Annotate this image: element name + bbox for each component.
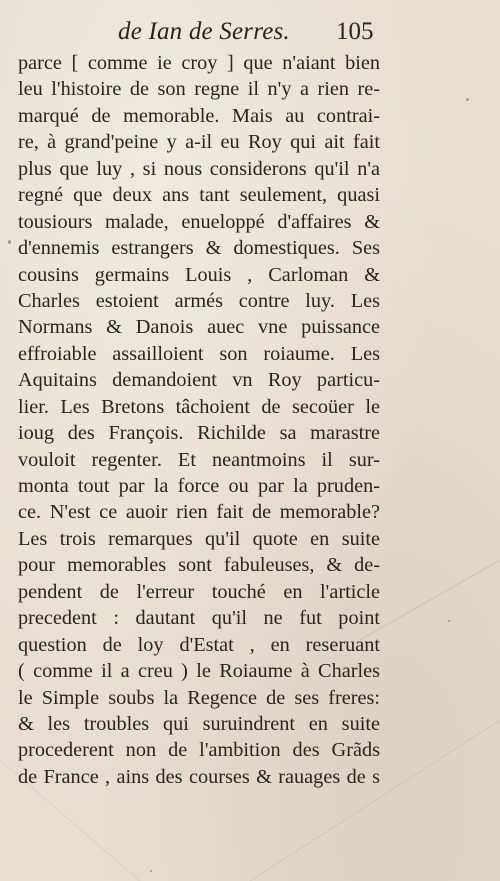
text-line: Normans & Danois auec vne puissance	[18, 316, 380, 339]
text-line: Aquitains demandoient vn Roy particu-	[18, 369, 380, 392]
text-line: parce [ comme ie croy ] que n'aiant bien	[18, 52, 380, 74]
text-line: pendent de l'erreur touché en l'article	[18, 580, 380, 603]
text-line: ( comme il a creu ) le Roiaume à Charles	[18, 660, 380, 683]
running-head: de Ian de Serres.	[118, 18, 290, 45]
ink-speck	[466, 98, 469, 101]
ink-speck	[448, 620, 450, 622]
text-line: pour memorables sont fabuleuses, & de-	[18, 554, 380, 577]
text-line: d'ennemis estrangers & domestiques. Ses	[18, 237, 380, 260]
text-line: regné que deux ans tant seulement, quasi	[18, 184, 380, 207]
ink-speck	[150, 870, 152, 872]
text-line: vouloit regenter. Et neantmoins il sur-	[18, 448, 380, 471]
text-line: & les troubles qui suruindrent en suite	[18, 712, 380, 735]
page-header	[0, 14, 500, 50]
text-line: question de loy d'Estat , en reseruant	[18, 633, 380, 656]
text-line: tousiours malade, enueloppé d'affaires &	[18, 210, 380, 233]
page-number: 105	[336, 18, 374, 45]
text-line: procederent non de l'ambition des Grãds	[18, 739, 380, 762]
text-line: monta tout par la force ou par la pruden-	[18, 475, 380, 497]
text-line: marqué de memorable. Mais au contrai-	[18, 104, 380, 127]
text-line: de France , ains des courses & rauages de s	[18, 765, 380, 788]
text-line: effroiable assailloient son roiaume. Les	[18, 342, 380, 365]
text-line: Les trois remarques qu'il quote en suite	[18, 527, 380, 550]
text-line: precedent : dautant qu'il ne fut point	[18, 607, 380, 630]
text-line: re, à grand'peine y a-il eu Roy qui ait fait	[18, 131, 380, 154]
text-line: le Simple soubs la Regence de ses freres:	[18, 686, 380, 709]
text-line: Charles estoient armés contre luy. Les	[18, 289, 380, 312]
text-line: plus que luy , si nous considerons qu'il n'a	[18, 157, 380, 180]
body-text	[18, 50, 380, 790]
text-line: cousins germains Louis , Carloman &	[18, 263, 380, 286]
ink-speck	[8, 240, 11, 244]
text-line: ce. N'est ce auoir rien fait de memorable?	[18, 501, 380, 524]
text-line: ioug des François. Richilde sa marastre	[18, 422, 380, 445]
text-line: lier. Les Bretons tâchoient de secoüer le	[18, 395, 380, 418]
text-line: leu l'histoire de son regne il n'y a rien re-	[18, 78, 380, 101]
